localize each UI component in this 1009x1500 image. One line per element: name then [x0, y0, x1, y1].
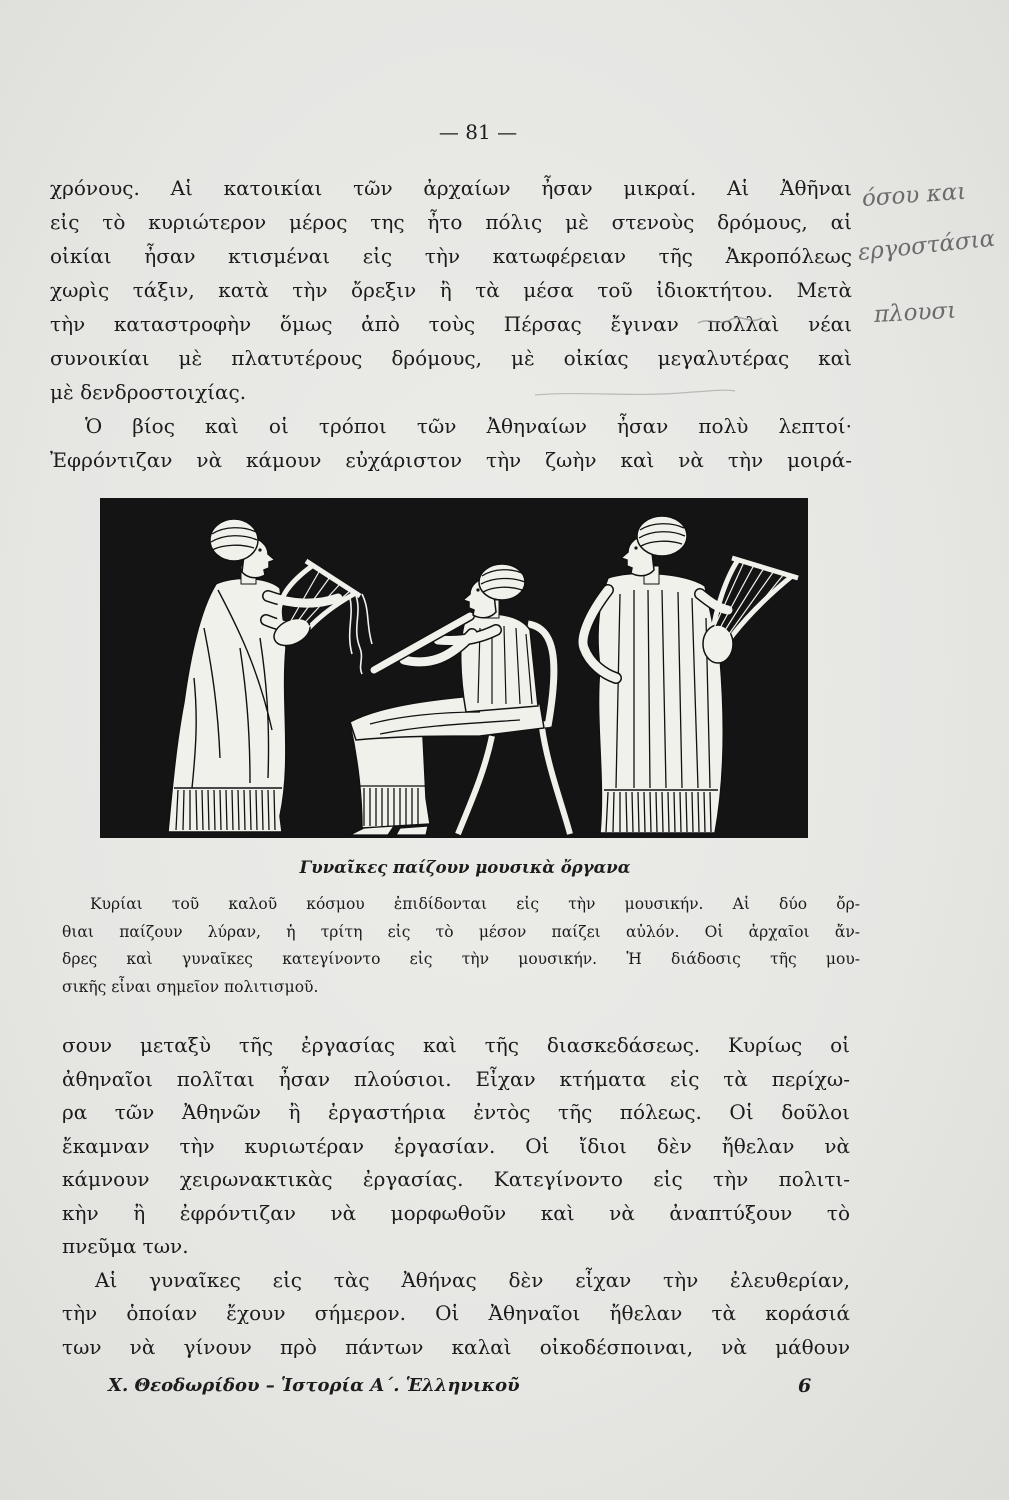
head-cap [637, 516, 687, 556]
text-line: ἔκαμναν τὴν κυριωτέραν ἐργασίαν. Οἱ ἴδιοι δὲν ἤθελαν νὰ [62, 1133, 850, 1158]
text-line: Ὁ βίος καὶ οἱ τρόποι τῶν Ἀθηναίων ἦσαν πολὺ λεπτοί· [85, 414, 852, 438]
handwritten-note: όσου και [861, 178, 967, 212]
text-line: συνοικίαι μὲ πλατυτέρους δρόμους, μὲ οἰκίας μεγαλυτέρας καὶ [50, 346, 852, 370]
text-line: χωρὶς τάξιν, κατὰ τὴν ὄρεξιν ἢ τὰ μέσα τοῦ ἰδιοκτήτου. Μετὰ [50, 278, 852, 302]
text-line: οἰκίαι ἦσαν κτισμέναι εἰς τὴν κατωφέρειαν τῆς Ἀκροπόλεως [50, 244, 852, 268]
text-line: ἀθηναῖοι πολῖται ἦσαν πλούσιοι. Εἶχαν κτήματα εἰς τὰ περίχω- [62, 1066, 850, 1091]
text-block-bottom [62, 1029, 850, 1364]
text-line: των νὰ γίνουν πρὸ πάντων καλαὶ οἰκοδέσποιναι, νὰ μάθουν [62, 1334, 850, 1359]
pencil-marks [520, 305, 780, 405]
text-line: μὲ δενδροστοιχίας. [50, 380, 247, 404]
text-line: χρόνους. Αἱ κατοικίαι τῶν ἀρχαίων ἦσαν μικραί. Αἱ Ἀθῆναι [50, 176, 852, 200]
lyre-soundbox [703, 625, 733, 663]
text-line: κὴν ἢ ἐφρόντιζαν νὰ μορφωθοῦν καὶ νὰ ἀναπτύξουν τὸ [62, 1200, 850, 1225]
handwritten-note: πλουσι [873, 297, 957, 328]
illustration [100, 498, 808, 838]
running-footer-title: Χ. Θεοδωρίδου – Ἱστορία Α΄. Ἑλληνικοῦ [108, 1375, 520, 1396]
text-line: εἰς τὸ κυριώτερον μέρος της ἦτο πόλις μὲ στενοὺς δρόμους, αἱ [50, 210, 852, 234]
text-line: ρα τῶν Ἀθηνῶν ἢ ἐργαστήρια ἐντὸς τῆς πόλεως. Οἱ δοῦλοι [62, 1100, 850, 1124]
paragraph [62, 1029, 850, 1264]
page-number: — 81 — [438, 120, 518, 144]
text-line: Αἱ γυναῖκες εἰς τὰς Ἀθήνας δὲν εἶχαν τὴν ἐλευθερίαν, [95, 1267, 850, 1292]
head-cap [210, 519, 258, 561]
signature-number: 6 [798, 1375, 812, 1397]
eye [258, 548, 261, 551]
caption-line: δρες καὶ γυναῖκες κατεγίνοντο εἰς τὴν μουσικήν. Ἡ διάδοσις τῆς μου- [62, 950, 860, 968]
text-line: κάμνουν χειρωνακτικὰς ἐργασίας. Κατεγίνοντο εἰς τὴν πολιτι- [62, 1167, 850, 1191]
text-line: τὴν καταστροφὴν ὅμως ἀπὸ τοὺς Πέρσας ἔγιναν πολλαὶ νέαι [50, 312, 852, 336]
text-line: σουν μεταξὺ τῆς ἐργασίας καὶ τῆς διασκεδάσεως. Κυρίως οἱ [62, 1033, 850, 1057]
pencil-scribble [698, 318, 762, 323]
figure-caption-title: Γυναῖκες παίζουν μουσικὰ ὄργανα [299, 858, 631, 877]
text-line: τὴν ὁποίαν ἔχουν σήμερον. Οἱ Ἀθηναῖοι ἤθελαν τὰ κοράσιά [62, 1301, 850, 1325]
paragraph [62, 1264, 850, 1365]
caption-line: Κυρίαι τοῦ καλοῦ κόσμου ἐπιδίδονται εἰς τὴν μουσικήν. Αἱ δύο ὄρ- [90, 895, 860, 913]
paragraph [50, 409, 852, 477]
pencil-underline [535, 390, 735, 395]
caption-line: σικῆς εἶναι σημεῖον πολιτισμοῦ. [62, 977, 319, 996]
eye [476, 588, 479, 591]
caption-line: θιαι παίζουν λύραν, ἡ τρίτη εἰς τὸ μέσον παίζει αὐλόν. Οἱ ἀρχαῖοι ἄν- [62, 922, 860, 941]
eye [634, 546, 637, 549]
handwritten-note: εργοστάσια [856, 225, 997, 266]
figure-caption [62, 891, 860, 1001]
text-line: πνεῦμα των. [62, 1234, 189, 1258]
text-line: Ἐφρόντιζαν νὰ κάμουν εὐχάριστον τὴν ζωὴν καὶ νὰ τὴν μοιρά- [50, 448, 852, 472]
